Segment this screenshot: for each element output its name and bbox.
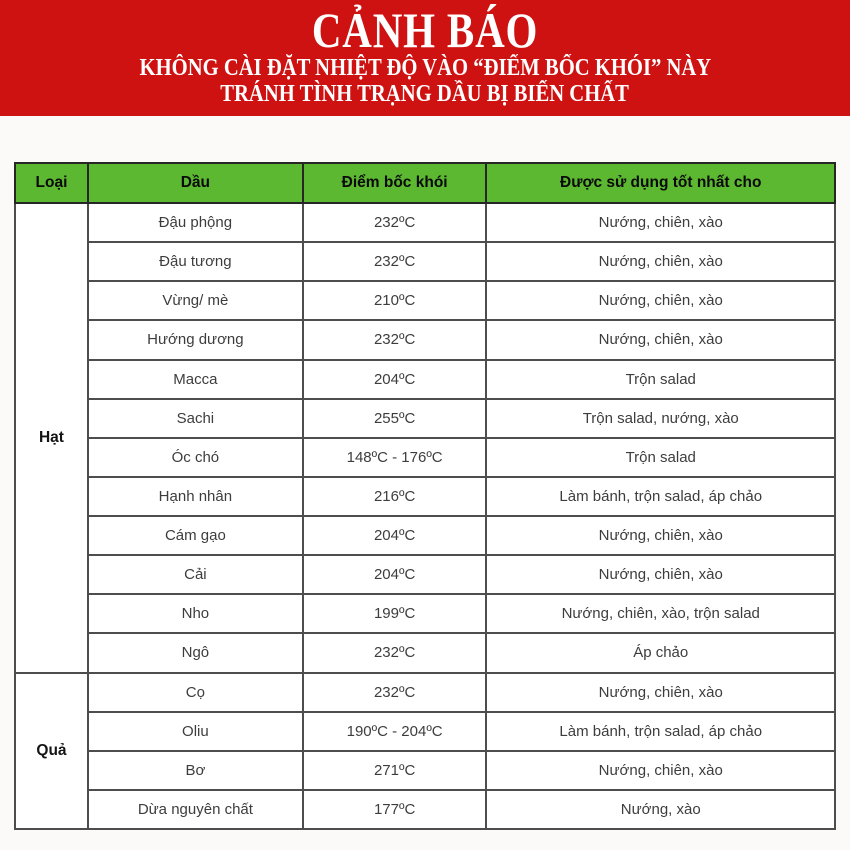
table-row (15, 712, 835, 751)
best-use-cell: Làm bánh, trộn salad, áp chảo (486, 477, 835, 516)
banner-title: CẢNH BÁO (311, 2, 539, 58)
best-use-cell: Làm bánh, trộn salad, áp chảo (486, 712, 835, 751)
best-use-cell: Nướng, chiên, xào, trộn salad (486, 594, 835, 633)
oil-name-cell: Vừng/ mè (88, 281, 303, 320)
banner-title-row (0, 2, 850, 58)
best-use-cell: Trộn salad (486, 438, 835, 477)
table-row (15, 673, 835, 712)
banner-subtitle-line1: KHÔNG CÀI ĐẶT NHIỆT ĐỘ VÀO “ĐIỂM BỐC KHÓI” NÀY (139, 55, 711, 81)
smoke-point-cell: 177ºC (303, 790, 487, 829)
smoke-point-cell: 232ºC (303, 203, 487, 242)
table-row (15, 203, 835, 242)
oil-name-cell: Óc chó (88, 438, 303, 477)
oil-smoke-point-table (14, 162, 836, 830)
table-row (15, 633, 835, 672)
column-header-bestuse: Được sử dụng tốt nhất cho (486, 163, 835, 203)
oil-name-cell: Cọ (88, 673, 303, 712)
table-row (15, 790, 835, 829)
table-row (15, 594, 835, 633)
banner-subtitle-line2: TRÁNH TÌNH TRẠNG DẦU BỊ BIẾN CHẤT (220, 81, 630, 107)
oil-name-cell: Ngô (88, 633, 303, 672)
table-row (15, 751, 835, 790)
smoke-point-cell: 232ºC (303, 320, 487, 359)
smoke-point-cell: 148ºC - 176ºC (303, 438, 487, 477)
smoke-point-cell: 232ºC (303, 633, 487, 672)
best-use-cell: Nướng, chiên, xào (486, 516, 835, 555)
table-row (15, 281, 835, 320)
oil-name-cell: Macca (88, 360, 303, 399)
table-row (15, 242, 835, 281)
smoke-point-cell: 204ºC (303, 516, 487, 555)
oil-name-cell: Hạnh nhân (88, 477, 303, 516)
table-header (15, 163, 835, 203)
smoke-point-cell: 232ºC (303, 673, 487, 712)
best-use-cell: Nướng, chiên, xào (486, 320, 835, 359)
oil-name-cell: Đậu phộng (88, 203, 303, 242)
table-row (15, 438, 835, 477)
table-row (15, 555, 835, 594)
oil-name-cell: Cám gạo (88, 516, 303, 555)
column-header-smokepoint: Điểm bốc khói (303, 163, 487, 203)
smoke-point-cell: 210ºC (303, 281, 487, 320)
best-use-cell: Nướng, chiên, xào (486, 203, 835, 242)
best-use-cell: Nướng, xào (486, 790, 835, 829)
oil-name-cell: Đậu tương (88, 242, 303, 281)
table-row (15, 399, 835, 438)
group-label-2: Quả (15, 673, 88, 830)
table-row (15, 360, 835, 399)
column-header-oil: Dầu (88, 163, 303, 203)
table-header-row (15, 163, 835, 203)
best-use-cell: Nướng, chiên, xào (486, 281, 835, 320)
column-header-type: Loại (15, 163, 88, 203)
oil-name-cell: Dừa nguyên chất (88, 790, 303, 829)
table-row (15, 477, 835, 516)
oil-name-cell: Oliu (88, 712, 303, 751)
smoke-point-cell: 204ºC (303, 360, 487, 399)
smoke-point-cell: 232ºC (303, 242, 487, 281)
best-use-cell: Nướng, chiên, xào (486, 555, 835, 594)
best-use-cell: Nướng, chiên, xào (486, 673, 835, 712)
smoke-point-cell: 190ºC - 204ºC (303, 712, 487, 751)
oil-name-cell: Hướng dương (88, 320, 303, 359)
smoke-point-cell: 255ºC (303, 399, 487, 438)
table-row (15, 320, 835, 359)
table-row (15, 516, 835, 555)
oil-name-cell: Cải (88, 555, 303, 594)
oil-name-cell: Nho (88, 594, 303, 633)
best-use-cell: Trộn salad, nướng, xào (486, 399, 835, 438)
smoke-point-cell: 199ºC (303, 594, 487, 633)
oil-table-container (14, 162, 836, 830)
smoke-point-cell: 216ºC (303, 477, 487, 516)
best-use-cell: Nướng, chiên, xào (486, 751, 835, 790)
oil-name-cell: Sachi (88, 399, 303, 438)
best-use-cell: Trộn salad (486, 360, 835, 399)
warning-banner (0, 0, 850, 116)
smoke-point-cell: 271ºC (303, 751, 487, 790)
smoke-point-cell: 204ºC (303, 555, 487, 594)
oil-name-cell: Bơ (88, 751, 303, 790)
best-use-cell: Nướng, chiên, xào (486, 242, 835, 281)
best-use-cell: Áp chảo (486, 633, 835, 672)
oil-table-body (15, 203, 835, 829)
group-label-1: Hạt (15, 203, 88, 673)
